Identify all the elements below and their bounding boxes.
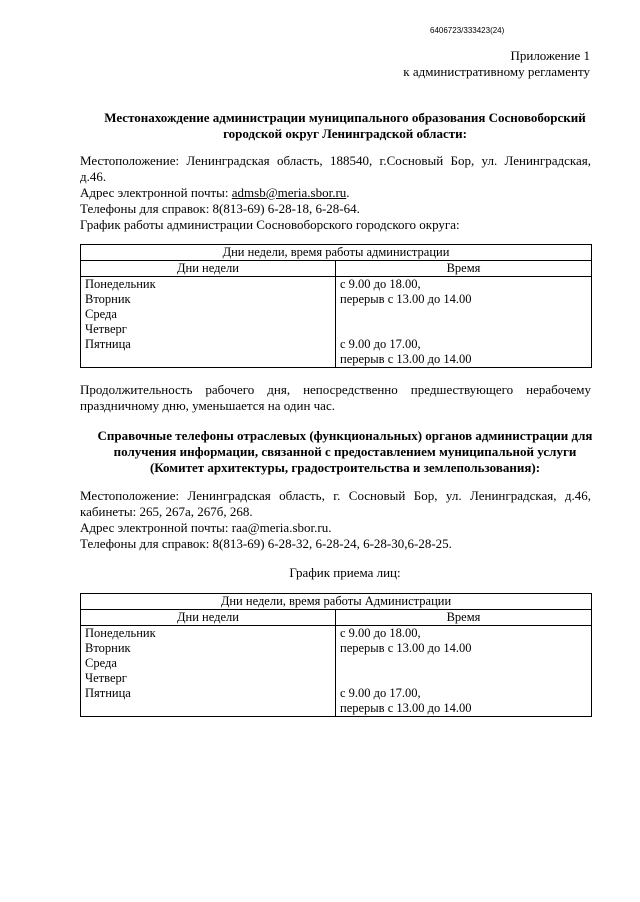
section1-email-link[interactable]: admsb@meria.sbor.ru bbox=[231, 185, 347, 200]
table1-day-thursday: Четверг bbox=[85, 322, 127, 336]
section2-email-line: Адрес электронной почты: raa@meria.sbor.ru. bbox=[80, 520, 332, 535]
table2-time-fri-1: с 9.00 до 17.00, bbox=[340, 686, 421, 700]
section1-schedule-intro: График работы администрации Сосновоборского городского округа: bbox=[80, 217, 460, 232]
section2-contacts bbox=[80, 488, 591, 552]
document-id: 6406723/333423(24) bbox=[430, 26, 505, 35]
note-line-1: Продолжительность рабочего дня, непосредственно предшествующего нерабочему bbox=[80, 382, 591, 397]
section1-phones: Телефоны для справок: 8(813-69) 6-28-18, 6-28-64. bbox=[80, 201, 360, 216]
table2-day-monday: Понедельник bbox=[85, 626, 156, 640]
table1-time-mon-thu-2: перерыв с 13.00 до 14.00 bbox=[340, 292, 472, 306]
section1-email-line bbox=[80, 185, 591, 201]
table1-time-cell bbox=[336, 277, 592, 368]
working-day-note bbox=[80, 382, 591, 414]
section2-phones: Телефоны для справок: 8(813-69) 6-28-32, 6-28-24, 6-28-30,6-28-25. bbox=[80, 536, 452, 551]
table1-time-fri-2: перерыв с 13.00 до 14.00 bbox=[340, 352, 472, 366]
schedule-table-1 bbox=[80, 244, 592, 368]
section2-heading-line-2: получения информации, связанной с предоставлением муниципальной услуги bbox=[113, 444, 577, 459]
table2-time-mon-thu-2: перерыв с 13.00 до 14.00 bbox=[340, 641, 472, 655]
section2-location-line-1: Местоположение: Ленинградская область, г. Сосновый Бор, ул. Ленинградская, д.46, bbox=[80, 488, 591, 503]
section1-email-label: Адрес электронной почты: bbox=[80, 185, 232, 200]
table2-header-time: Время bbox=[336, 610, 592, 626]
table1-time-mon-thu-1: с 9.00 до 18.00, bbox=[340, 277, 421, 291]
table1-header-time: Время bbox=[336, 261, 592, 277]
table2-days-cell bbox=[81, 626, 336, 717]
section2-heading bbox=[80, 428, 610, 476]
section1-heading-line-2: городской округ Ленинградской области: bbox=[223, 126, 467, 141]
reception-title: График приема лиц: bbox=[289, 565, 401, 580]
table1-day-tuesday: Вторник bbox=[85, 292, 131, 306]
table2-caption: Дни недели, время работы Администрации bbox=[81, 594, 592, 610]
appendix-line-2: к административному регламенту bbox=[403, 64, 590, 79]
section2-heading-line-1: Справочные телефоны отраслевых (функциональных) органов администрации для bbox=[97, 428, 593, 443]
table2-time-fri-2: перерыв с 13.00 до 14.00 bbox=[340, 701, 472, 715]
table1-caption: Дни недели, время работы администрации bbox=[81, 245, 592, 261]
table1-days-cell bbox=[81, 277, 336, 368]
table2-header-days: Дни недели bbox=[81, 610, 336, 626]
table2-time-cell bbox=[336, 626, 592, 717]
appendix-line-1: Приложение 1 bbox=[510, 48, 590, 63]
table1-day-friday: Пятница bbox=[85, 337, 131, 351]
section1-email-end: . bbox=[346, 185, 350, 200]
table1-day-wednesday: Среда bbox=[85, 307, 117, 321]
schedule-table-2 bbox=[80, 593, 592, 717]
section2-location-line-2: кабинеты: 265, 267а, 267б, 268. bbox=[80, 504, 253, 519]
table1-day-monday: Понедельник bbox=[85, 277, 156, 291]
section1-location-line-2: д.46. bbox=[80, 169, 107, 184]
table2-time-mon-thu-1: с 9.00 до 18.00, bbox=[340, 626, 421, 640]
section1-heading bbox=[80, 110, 610, 142]
section1-location-line-1: Местоположение: Ленинградская область, 188540, г.Сосновый Бор, ул. Ленинградская, bbox=[80, 153, 591, 168]
table2-day-wednesday: Среда bbox=[85, 656, 117, 670]
section2-heading-line-3: (Комитет архитектуры, градостроительства и землепользования): bbox=[149, 460, 541, 475]
note-line-2: праздничному дню, уменьшается на один час. bbox=[80, 398, 335, 413]
section1-contacts bbox=[80, 153, 591, 233]
section1-heading-line-1: Местонахождение администрации муниципального образования Сосновоборский bbox=[104, 110, 586, 125]
table2-day-tuesday: Вторник bbox=[85, 641, 131, 655]
table1-time-fri-1: с 9.00 до 17.00, bbox=[340, 337, 421, 351]
table1-header-days: Дни недели bbox=[81, 261, 336, 277]
table2-day-thursday: Четверг bbox=[85, 671, 127, 685]
appendix-header bbox=[403, 48, 590, 80]
table2-day-friday: Пятница bbox=[85, 686, 131, 700]
